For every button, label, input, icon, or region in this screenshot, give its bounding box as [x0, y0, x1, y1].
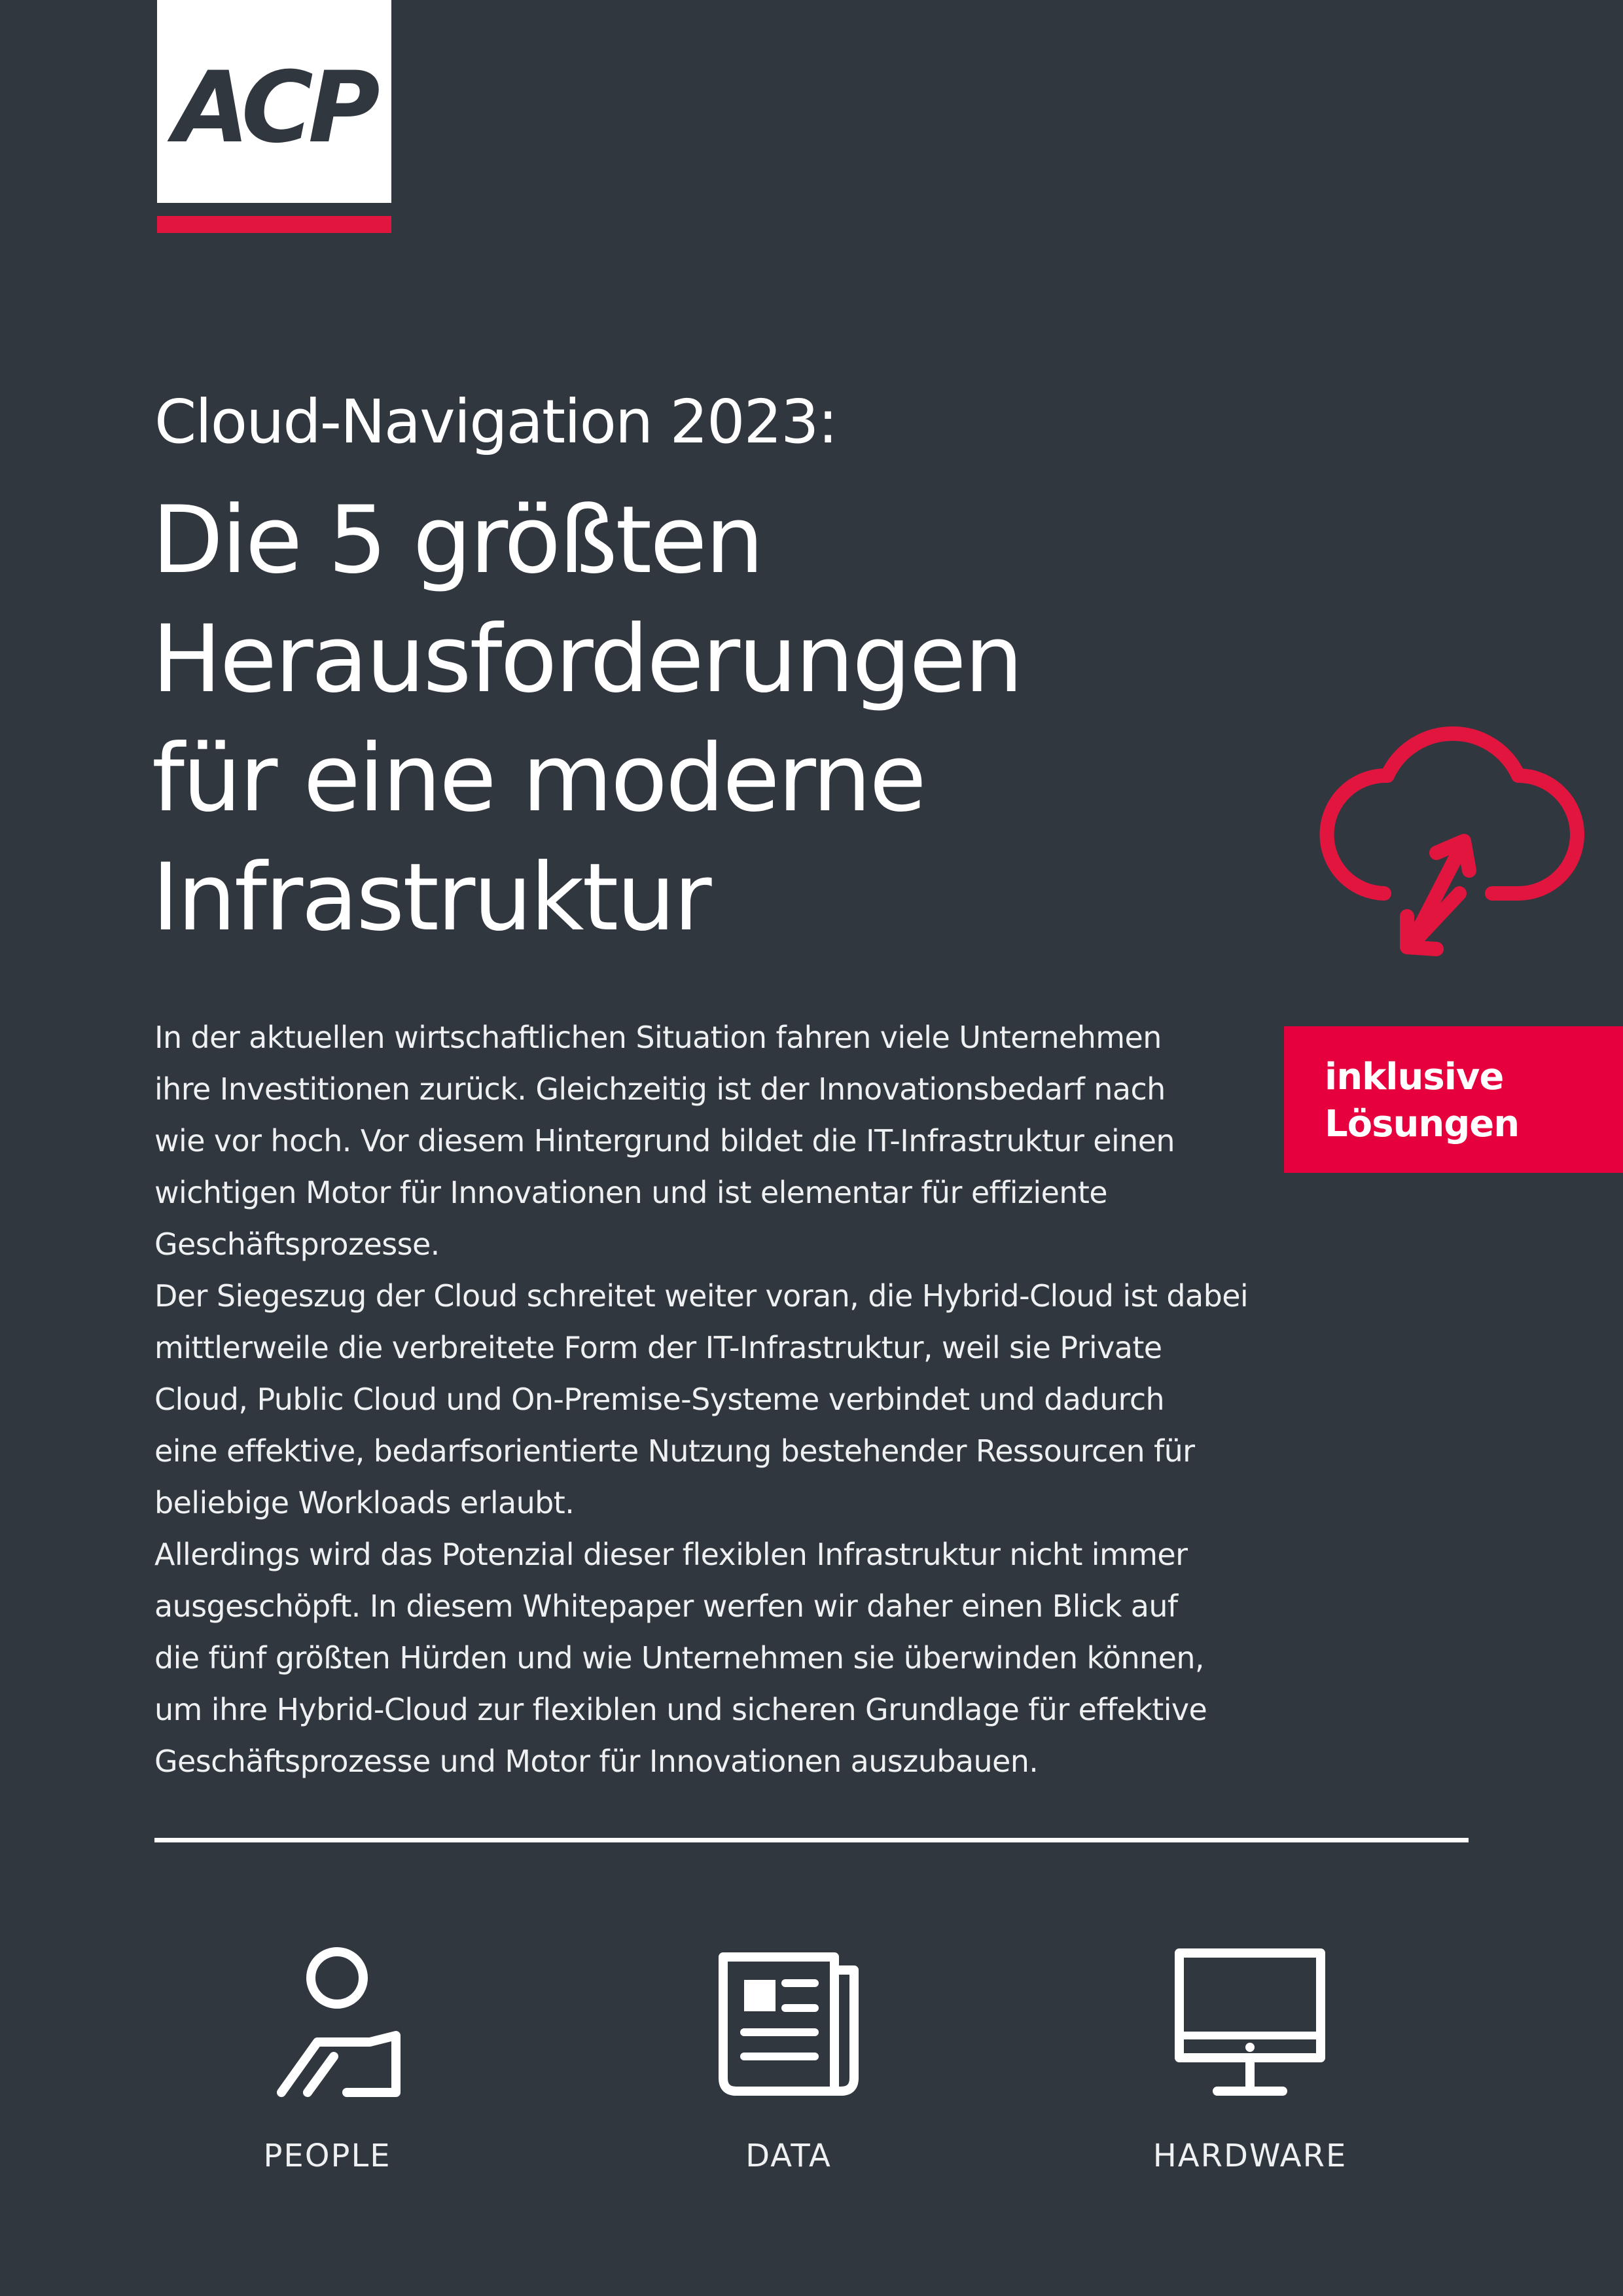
intro-paragraph — [154, 1012, 1249, 1787]
body-line: mittlerweile die verbreitete Form der IT-Infrastruktur, weil sie Private — [154, 1330, 1162, 1365]
logo-wordmark: ACP — [173, 51, 375, 165]
badge-line: Lösungen — [1325, 1103, 1520, 1145]
body-line: um ihre Hybrid-Cloud zur flexiblen und sicheren Grundlage für effektive — [154, 1692, 1207, 1727]
feature-label-data: DATA — [745, 2138, 832, 2174]
feature-people — [196, 1944, 458, 2176]
body-line: eine effektive, bedarfsorientierte Nutzung bestehender Ressourcen für — [154, 1433, 1195, 1469]
kicker-title: Cloud-Navigation 2023: — [154, 387, 837, 457]
logo-underline-bar — [157, 216, 391, 233]
headline-line: für eine moderne — [152, 725, 925, 833]
solutions-badge — [1284, 1026, 1623, 1173]
feature-hardware — [1119, 1944, 1381, 2176]
feature-label-hardware: HARDWARE — [1152, 2138, 1347, 2174]
headline-line: Infrastruktur — [152, 844, 710, 952]
person-icon — [249, 1944, 406, 2101]
body-line: ausgeschöpft. In diesem Whitepaper werfen wir daher einen Blick auf — [154, 1588, 1178, 1624]
cloud-transfer-icon — [1302, 697, 1590, 972]
body-line: Cloud, Public Cloud und On-Premise-Systeme verbindet und dadurch — [154, 1382, 1165, 1417]
section-divider — [154, 1838, 1469, 1842]
document-icon — [710, 1944, 867, 2101]
body-line: die fünf größten Hürden und wie Unternehmen sie überwinden können, — [154, 1640, 1204, 1676]
body-line: wichtigen Motor für Innovationen und ist elementar für effiziente — [154, 1175, 1108, 1210]
monitor-icon — [1171, 1944, 1329, 2101]
body-line: ihre Investitionen zurück. Gleichzeitig ist der Innovationsbedarf nach — [154, 1071, 1166, 1107]
body-line: Geschäftsprozesse und Motor für Innovationen auszubauen. — [154, 1744, 1039, 1779]
body-line: beliebige Workloads erlaubt. — [154, 1485, 575, 1520]
body-line: Geschäftsprozesse. — [154, 1227, 440, 1262]
main-headline — [152, 481, 1264, 958]
headline-line: Die 5 größten — [152, 486, 762, 594]
body-line: Der Siegeszug der Cloud schreitet weiter voran, die Hybrid-Cloud ist dabei — [154, 1278, 1249, 1314]
headline-line: Herausforderungen — [152, 605, 1022, 713]
acp-logo — [157, 0, 391, 203]
feature-label-people: PEOPLE — [263, 2138, 391, 2174]
body-line: wie vor hoch. Vor diesem Hintergrund bildet die IT-Infrastruktur einen — [154, 1123, 1175, 1158]
body-line: Allerdings wird das Potenzial dieser flexiblen Infrastruktur nicht immer — [154, 1537, 1188, 1572]
body-line: In der aktuellen wirtschaftlichen Situation fahren viele Unternehmen — [154, 1020, 1162, 1055]
feature-data — [658, 1944, 919, 2176]
badge-line: inklusive — [1325, 1056, 1504, 1098]
